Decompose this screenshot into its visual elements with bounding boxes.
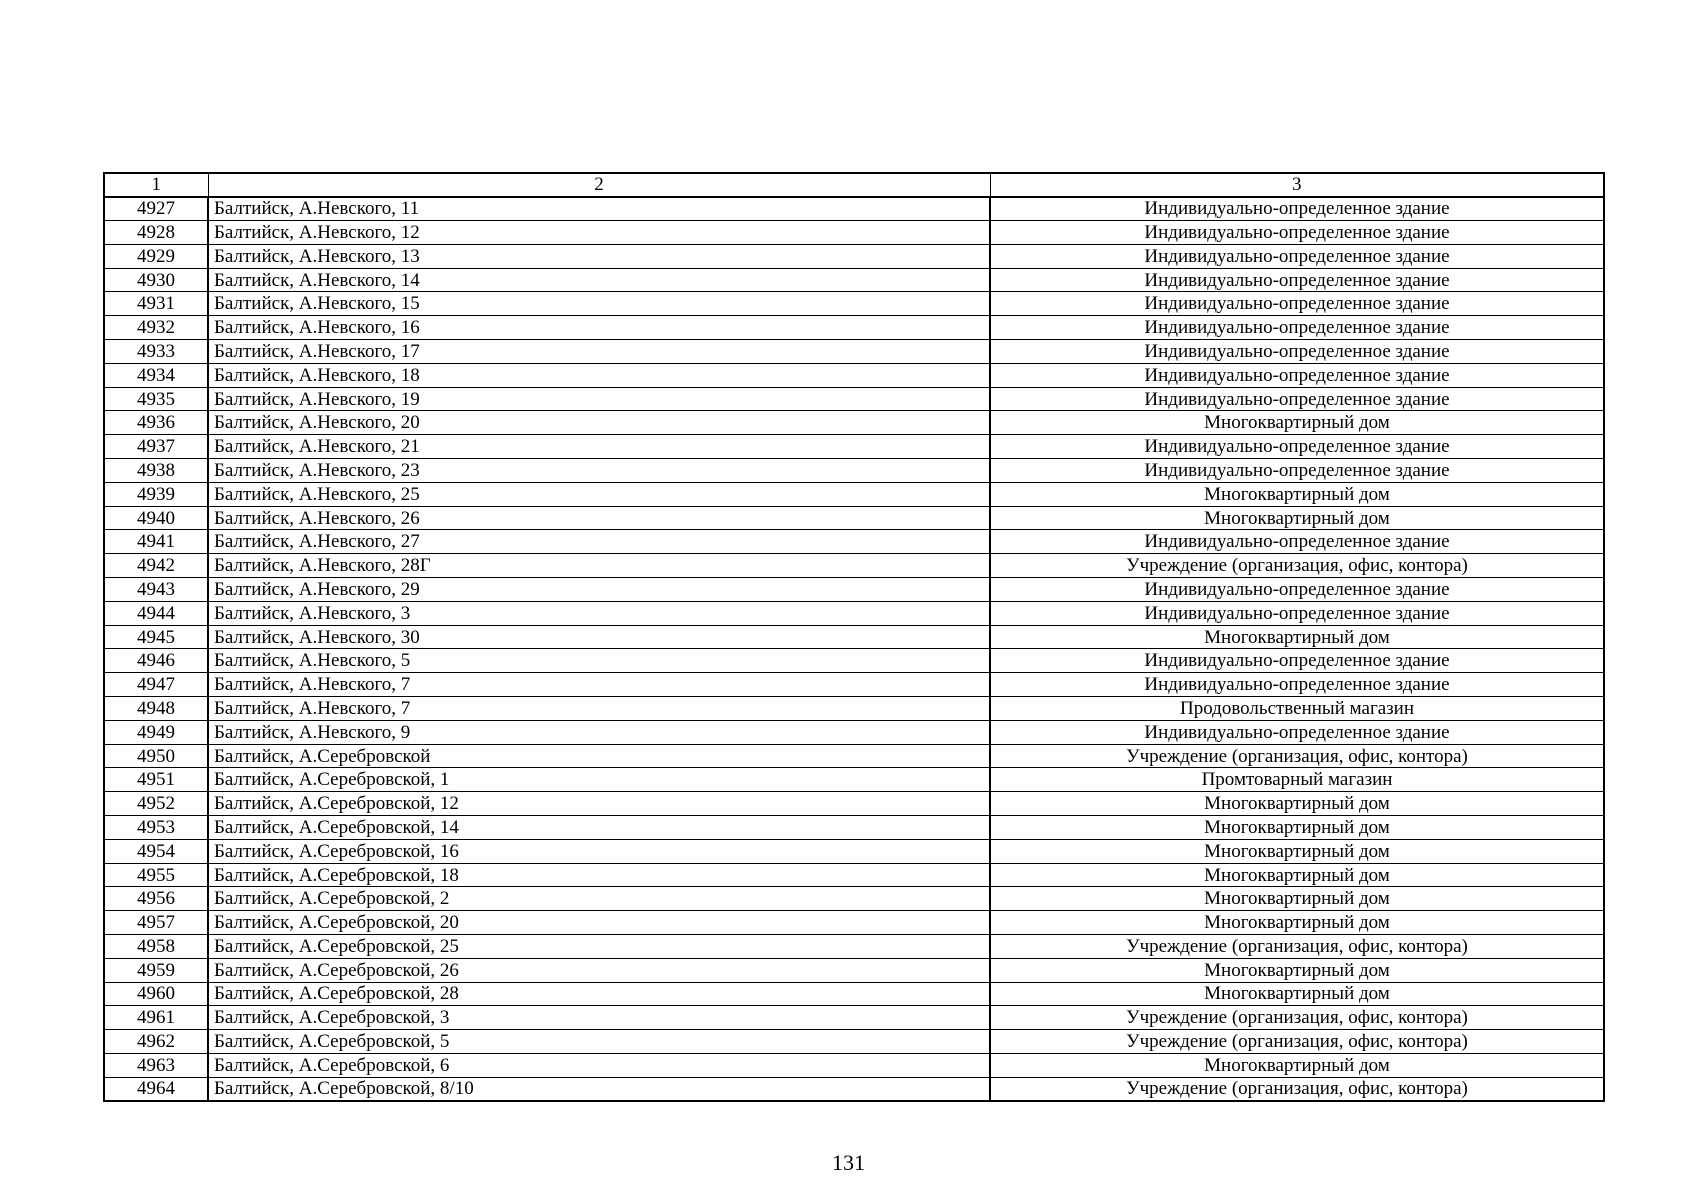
- row-number-cell: 4950: [104, 744, 208, 768]
- building-type-cell: Многоквартирный дом: [990, 958, 1604, 982]
- table-row: [104, 816, 1604, 840]
- address-cell: Балтийск, А.Невского, 26: [208, 506, 990, 530]
- row-number-cell: 4962: [104, 1030, 208, 1054]
- building-type-cell: Учреждение (организация, офис, контора): [990, 554, 1604, 578]
- row-number-cell: 4957: [104, 911, 208, 935]
- address-cell: Балтийск, А.Серебровской, 1: [208, 768, 990, 792]
- row-number-cell: 4948: [104, 697, 208, 721]
- address-cell: Балтийск, А.Серебровской, 20: [208, 911, 990, 935]
- table-row: [104, 887, 1604, 911]
- table-row: [104, 697, 1604, 721]
- address-cell: Балтийск, А.Серебровской, 14: [208, 816, 990, 840]
- table-row: [104, 792, 1604, 816]
- row-number-cell: 4939: [104, 482, 208, 506]
- row-number-cell: 4956: [104, 887, 208, 911]
- table-row: [104, 363, 1604, 387]
- table-row: [104, 625, 1604, 649]
- address-cell: Балтийск, А.Невского, 9: [208, 720, 990, 744]
- table-row: [104, 197, 1604, 221]
- table-row: [104, 1053, 1604, 1077]
- table-row: [104, 911, 1604, 935]
- row-number-cell: 4944: [104, 601, 208, 625]
- row-number-cell: 4952: [104, 792, 208, 816]
- table-row: [104, 958, 1604, 982]
- building-type-cell: Учреждение (организация, офис, контора): [990, 935, 1604, 959]
- row-number-cell: 4947: [104, 673, 208, 697]
- building-type-cell: Индивидуально-определенное здание: [990, 244, 1604, 268]
- building-type-cell: Учреждение (организация, офис, контора): [990, 1077, 1604, 1101]
- row-number-cell: 4927: [104, 197, 208, 221]
- table-row: [104, 292, 1604, 316]
- row-number-cell: 4935: [104, 387, 208, 411]
- address-cell: Балтийск, А.Невского, 18: [208, 363, 990, 387]
- building-type-cell: Индивидуально-определенное здание: [990, 197, 1604, 221]
- column-number-header: 3: [990, 173, 1604, 197]
- table-row: [104, 578, 1604, 602]
- row-number-cell: 4936: [104, 411, 208, 435]
- address-cell: Балтийск, А.Невского, 28Г: [208, 554, 990, 578]
- row-number-cell: 4958: [104, 935, 208, 959]
- row-number-cell: 4953: [104, 816, 208, 840]
- building-type-cell: Многоквартирный дом: [990, 911, 1604, 935]
- address-cell: Балтийск, А.Невского, 21: [208, 435, 990, 459]
- table-row: [104, 340, 1604, 364]
- page-number: 131: [832, 1150, 865, 1175]
- table-row: [104, 768, 1604, 792]
- row-number-cell: 4946: [104, 649, 208, 673]
- row-number-cell: 4961: [104, 1006, 208, 1030]
- property-table: [103, 172, 1605, 1102]
- address-cell: Балтийск, А.Невского, 23: [208, 459, 990, 483]
- row-number-cell: 4934: [104, 363, 208, 387]
- address-cell: Балтийск, А.Невского, 17: [208, 340, 990, 364]
- table-header-row: [104, 173, 1604, 197]
- table-row: [104, 316, 1604, 340]
- building-type-cell: Многоквартирный дом: [990, 839, 1604, 863]
- table-row: [104, 744, 1604, 768]
- table-row: [104, 387, 1604, 411]
- table-row: [104, 649, 1604, 673]
- address-cell: Балтийск, А.Невского, 29: [208, 578, 990, 602]
- table-row: [104, 435, 1604, 459]
- row-number-cell: 4964: [104, 1077, 208, 1101]
- building-type-cell: Многоквартирный дом: [990, 982, 1604, 1006]
- address-cell: Балтийск, А.Серебровской, 18: [208, 863, 990, 887]
- building-type-cell: Промтоварный магазин: [990, 768, 1604, 792]
- table-row: [104, 982, 1604, 1006]
- address-cell: Балтийск, А.Невского, 30: [208, 625, 990, 649]
- table-row: [104, 530, 1604, 554]
- row-number-cell: 4929: [104, 244, 208, 268]
- address-cell: Балтийск, А.Невского, 25: [208, 482, 990, 506]
- address-cell: Балтийск, А.Серебровской, 16: [208, 839, 990, 863]
- table-row: [104, 720, 1604, 744]
- table-row: [104, 244, 1604, 268]
- table-row: [104, 554, 1604, 578]
- building-type-cell: Многоквартирный дом: [990, 482, 1604, 506]
- building-type-cell: Многоквартирный дом: [990, 887, 1604, 911]
- address-cell: Балтийск, А.Невского, 13: [208, 244, 990, 268]
- row-number-cell: 4963: [104, 1053, 208, 1077]
- address-cell: Балтийск, А.Невского, 16: [208, 316, 990, 340]
- table-row: [104, 459, 1604, 483]
- row-number-cell: 4931: [104, 292, 208, 316]
- row-number-cell: 4943: [104, 578, 208, 602]
- building-type-cell: Многоквартирный дом: [990, 506, 1604, 530]
- building-type-cell: Индивидуально-определенное здание: [990, 720, 1604, 744]
- row-number-cell: 4940: [104, 506, 208, 530]
- address-cell: Балтийск, А.Невского, 15: [208, 292, 990, 316]
- building-type-cell: Индивидуально-определенное здание: [990, 387, 1604, 411]
- table-row: [104, 268, 1604, 292]
- building-type-cell: Индивидуально-определенное здание: [990, 649, 1604, 673]
- address-cell: Балтийск, А.Серебровской: [208, 744, 990, 768]
- row-number-cell: 4928: [104, 221, 208, 245]
- address-cell: Балтийск, А.Невского, 5: [208, 649, 990, 673]
- building-type-cell: Индивидуально-определенное здание: [990, 292, 1604, 316]
- table-row: [104, 1077, 1604, 1101]
- building-type-cell: Индивидуально-определенное здание: [990, 221, 1604, 245]
- table-row: [104, 601, 1604, 625]
- table-row: [104, 1006, 1604, 1030]
- address-cell: Балтийск, А.Серебровской, 12: [208, 792, 990, 816]
- address-cell: Балтийск, А.Невского, 7: [208, 697, 990, 721]
- address-cell: Балтийск, А.Серебровской, 26: [208, 958, 990, 982]
- table-row: [104, 673, 1604, 697]
- building-type-cell: Индивидуально-определенное здание: [990, 459, 1604, 483]
- building-type-cell: Многоквартирный дом: [990, 1053, 1604, 1077]
- address-cell: Балтийск, А.Невского, 3: [208, 601, 990, 625]
- address-cell: Балтийск, А.Серебровской, 8/10: [208, 1077, 990, 1101]
- building-type-cell: Индивидуально-определенное здание: [990, 340, 1604, 364]
- building-type-cell: Индивидуально-определенное здание: [990, 316, 1604, 340]
- building-type-cell: Учреждение (организация, офис, контора): [990, 1006, 1604, 1030]
- building-type-cell: Индивидуально-определенное здание: [990, 673, 1604, 697]
- building-type-cell: Учреждение (организация, офис, контора): [990, 1030, 1604, 1054]
- row-number-cell: 4954: [104, 839, 208, 863]
- building-type-cell: Многоквартирный дом: [990, 863, 1604, 887]
- table-row: [104, 411, 1604, 435]
- address-cell: Балтийск, А.Серебровской, 2: [208, 887, 990, 911]
- row-number-cell: 4949: [104, 720, 208, 744]
- building-type-cell: Многоквартирный дом: [990, 411, 1604, 435]
- table-row: [104, 482, 1604, 506]
- building-type-cell: Индивидуально-определенное здание: [990, 435, 1604, 459]
- address-cell: Балтийск, А.Серебровской, 6: [208, 1053, 990, 1077]
- column-number-header: 1: [104, 173, 208, 197]
- building-type-cell: Индивидуально-определенное здание: [990, 530, 1604, 554]
- address-cell: Балтийск, А.Невского, 14: [208, 268, 990, 292]
- row-number-cell: 4951: [104, 768, 208, 792]
- building-type-cell: Индивидуально-определенное здание: [990, 601, 1604, 625]
- building-type-cell: Многоквартирный дом: [990, 625, 1604, 649]
- table-row: [104, 839, 1604, 863]
- row-number-cell: 4930: [104, 268, 208, 292]
- row-number-cell: 4932: [104, 316, 208, 340]
- building-type-cell: Индивидуально-определенное здание: [990, 363, 1604, 387]
- address-cell: Балтийск, А.Серебровской, 28: [208, 982, 990, 1006]
- building-type-cell: Многоквартирный дом: [990, 816, 1604, 840]
- table-row: [104, 863, 1604, 887]
- address-cell: Балтийск, А.Невского, 19: [208, 387, 990, 411]
- row-number-cell: 4959: [104, 958, 208, 982]
- table-row: [104, 935, 1604, 959]
- address-cell: Балтийск, А.Невского, 20: [208, 411, 990, 435]
- address-cell: Балтийск, А.Серебровской, 3: [208, 1006, 990, 1030]
- row-number-cell: 4942: [104, 554, 208, 578]
- building-type-cell: Продовольственный магазин: [990, 697, 1604, 721]
- row-number-cell: 4955: [104, 863, 208, 887]
- table-row: [104, 1030, 1604, 1054]
- address-cell: Балтийск, А.Невского, 11: [208, 197, 990, 221]
- building-type-cell: Индивидуально-определенное здание: [990, 268, 1604, 292]
- row-number-cell: 4937: [104, 435, 208, 459]
- row-number-cell: 4960: [104, 982, 208, 1006]
- building-type-cell: Многоквартирный дом: [990, 792, 1604, 816]
- address-cell: Балтийск, А.Невского, 7: [208, 673, 990, 697]
- building-type-cell: Учреждение (организация, офис, контора): [990, 744, 1604, 768]
- table-row: [104, 221, 1604, 245]
- column-number-header: 2: [208, 173, 990, 197]
- address-cell: Балтийск, А.Невского, 12: [208, 221, 990, 245]
- building-type-cell: Индивидуально-определенное здание: [990, 578, 1604, 602]
- row-number-cell: 4941: [104, 530, 208, 554]
- table-row: [104, 506, 1604, 530]
- address-cell: Балтийск, А.Серебровской, 25: [208, 935, 990, 959]
- row-number-cell: 4933: [104, 340, 208, 364]
- address-cell: Балтийск, А.Невского, 27: [208, 530, 990, 554]
- address-cell: Балтийск, А.Серебровской, 5: [208, 1030, 990, 1054]
- row-number-cell: 4945: [104, 625, 208, 649]
- row-number-cell: 4938: [104, 459, 208, 483]
